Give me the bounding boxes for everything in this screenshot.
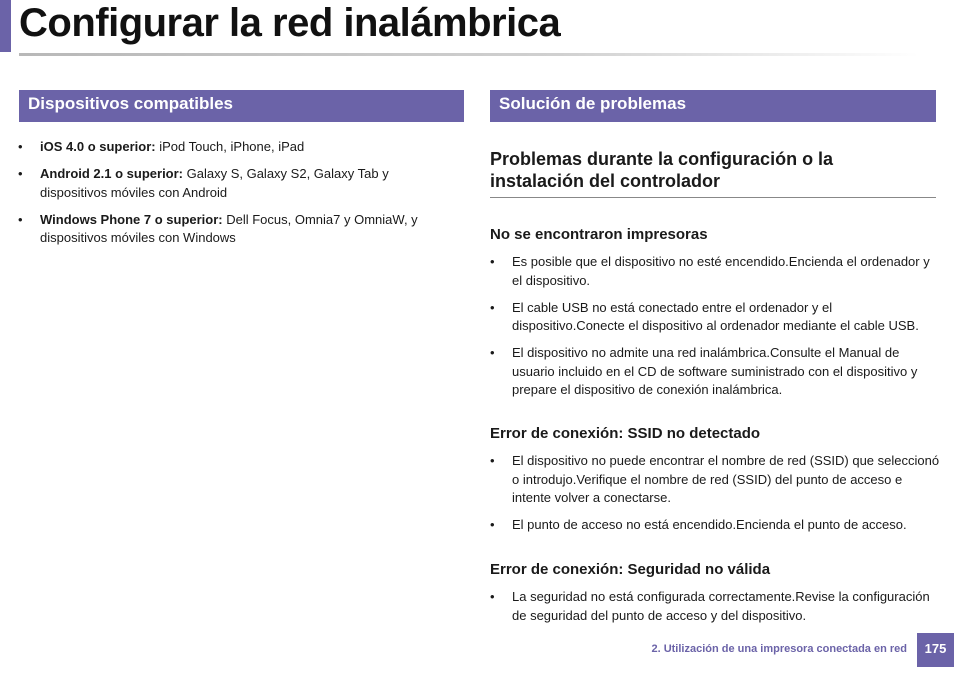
item-label: Windows Phone 7 o superior: bbox=[40, 211, 223, 227]
section-header-troubleshooting: Solución de problemas bbox=[490, 90, 936, 122]
title-accent-bar bbox=[0, 0, 11, 52]
list-item: • El cable USB no está conectado entre el ordenador y el dispositivo.Conecte el dispositivo al ordenador mediante el cable USB. bbox=[490, 299, 940, 336]
list-item: • El dispositivo no admite una red inalámbrica.Consulte el Manual de usuario incluido en el CD de software suministrado con el dispositivo y prepare el dispositivo de conexión inalámbrica. bbox=[490, 344, 940, 400]
title-rule bbox=[19, 53, 919, 56]
footer-chapter-link[interactable]: 2. Utilización de una impresora conectada en red bbox=[651, 643, 907, 655]
list-item: • La seguridad no está configurada correctamente.Revise la configuración de seguridad del punto de acceso y del dispositivo. bbox=[490, 588, 940, 625]
list-item: • El dispositivo no puede encontrar el nombre de red (SSID) que seleccionó o introdujo.Verifique el nombre de red (SSID) del punto de acceso e intente volver a conectarse. bbox=[490, 452, 940, 508]
subsection-rule bbox=[490, 197, 936, 198]
heading-ssid-not-detected: Error de conexión: SSID no detectado bbox=[490, 425, 761, 442]
security-error-list bbox=[490, 588, 940, 634]
item-text: Galaxy S, Galaxy S2, Galaxy Tab y dispositivos móviles con Android bbox=[40, 166, 389, 200]
list-item: • El punto de acceso no está encendido.Encienda el punto de acceso. bbox=[490, 516, 940, 535]
compatible-devices-list bbox=[18, 138, 458, 256]
subsection-title: Problemas durante la configuración o la instalación del controlador bbox=[490, 149, 834, 191]
item-label: Android 2.1 o superior: bbox=[40, 166, 184, 181]
page-number: 175 bbox=[917, 633, 954, 667]
list-item: • Es posible que el dispositivo no esté encendido.Encienda el ordenador y el dispositivo. bbox=[490, 253, 940, 290]
page-title: Configurar la red inalámbrica bbox=[19, 1, 561, 45]
heading-invalid-security: Error de conexión: Seguridad no válida bbox=[490, 561, 771, 578]
no-printers-list bbox=[490, 253, 940, 408]
section-header-compatible-devices: Dispositivos compatibles bbox=[19, 90, 464, 122]
list-item bbox=[18, 211, 458, 248]
ssid-error-list bbox=[490, 452, 940, 543]
item-text: Dell Focus, Omnia7 y OmniaW, y dispositivos móviles con Windows bbox=[40, 211, 418, 245]
item-text: iPod Touch, iPhone, iPad bbox=[155, 139, 305, 154]
list-item bbox=[18, 138, 458, 157]
heading-no-printers-found: No se encontraron impresoras bbox=[490, 226, 708, 243]
item-label: iOS 4.0 o superior: bbox=[40, 139, 156, 154]
list-item bbox=[18, 165, 458, 202]
